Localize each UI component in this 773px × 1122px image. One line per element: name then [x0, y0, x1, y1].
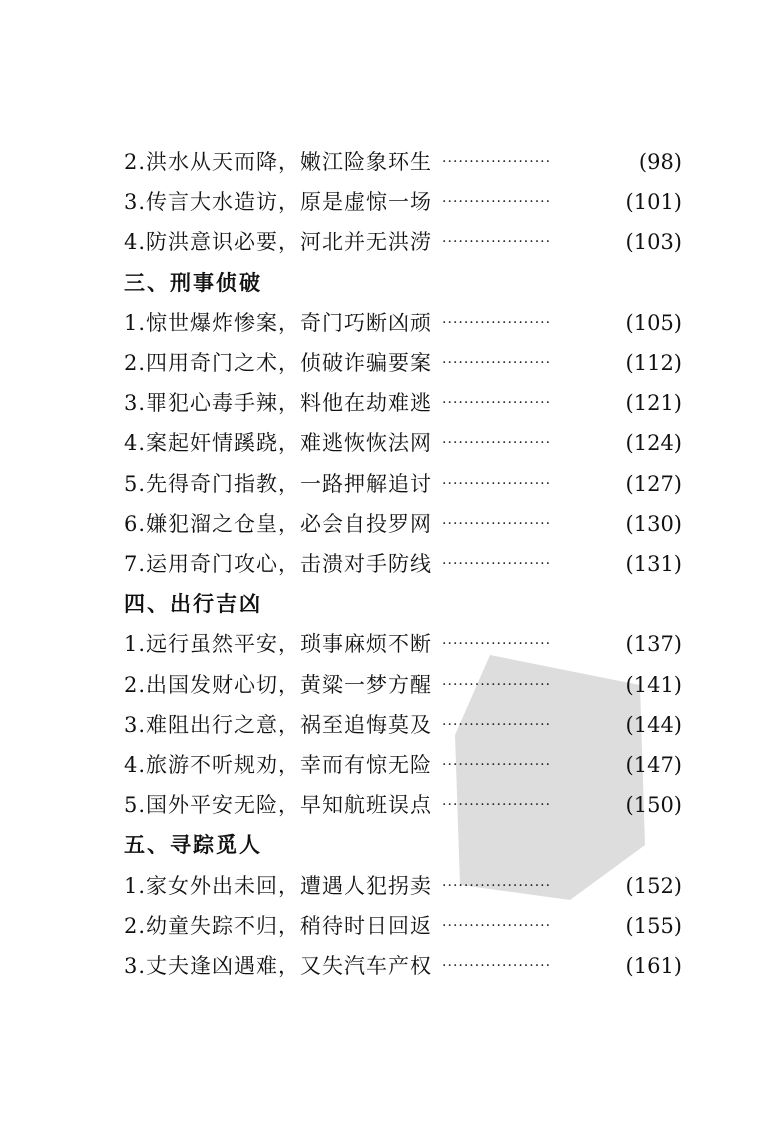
dot-leader: ····················: [442, 194, 552, 210]
toc-entry-page: (105): [625, 311, 682, 335]
toc-entry-title: 6.嫌犯溜之仓皇，必会自投罗网: [124, 512, 433, 536]
toc-entry-title: 2.四用奇门之术，侦破诈骗要案: [124, 351, 433, 375]
dot-leader: ····················: [442, 395, 552, 411]
toc-entry-page: (152): [625, 874, 682, 898]
dot-leader: ····················: [442, 636, 552, 652]
section-heading: 四、出行吉凶: [124, 592, 262, 616]
toc-entry-page: (101): [625, 190, 682, 214]
toc-entry: [124, 909, 682, 943]
toc-entry: [124, 467, 682, 501]
toc-entry-title: 5.国外平安无险，早知航班误点: [124, 793, 433, 817]
toc-entry: [124, 507, 682, 541]
toc-entry: [124, 547, 682, 581]
toc-entry-page: (103): [625, 230, 682, 254]
toc-entry-title: 1.家女外出未回，遭遇人犯拐卖: [124, 874, 433, 898]
toc-entry-page: (124): [625, 431, 682, 455]
toc-entry-page: (141): [625, 673, 682, 697]
toc-entry: [124, 306, 682, 340]
toc-entry-title: 3.传言大水造访，原是虚惊一场: [124, 190, 433, 214]
dot-leader: ····················: [442, 476, 552, 492]
toc-entry-page: (127): [625, 472, 682, 496]
dot-leader: ····················: [442, 958, 552, 974]
section-heading: 五、寻踪觅人: [124, 833, 262, 857]
toc-entry-title: 1.惊世爆炸惨案，奇门巧断凶顽: [124, 311, 433, 335]
toc-entry-page: (98): [638, 150, 682, 174]
toc-entry-title: 2.幼童失踪不归，稍待时日回返: [124, 914, 433, 938]
toc-entry-title: 4.案起奸情蹊跷，难逃恢恢法网: [124, 431, 433, 455]
toc-entry: [124, 668, 682, 702]
dot-leader: ····················: [442, 516, 552, 532]
toc-entry-title: 2.出国发财心切，黄粱一梦方醒: [124, 673, 433, 697]
dot-leader: ····················: [442, 918, 552, 934]
dot-leader: ····················: [442, 315, 552, 331]
toc-entry-title: 1.远行虽然平安，琐事麻烦不断: [124, 632, 433, 656]
dot-leader: ····················: [442, 154, 552, 170]
dot-leader: ····················: [442, 797, 552, 813]
dot-leader: ····················: [442, 556, 552, 572]
toc-entry: [124, 386, 682, 420]
dot-leader: ····················: [442, 757, 552, 773]
toc-entry: [124, 949, 682, 983]
toc-entry-page: (147): [625, 753, 682, 777]
toc-entry: [124, 708, 682, 742]
toc-entry-title: 4.旅游不听规劝，幸而有惊无险: [124, 753, 433, 777]
toc-entry-page: (144): [625, 713, 682, 737]
toc-entry-page: (150): [625, 793, 682, 817]
toc-entry-title: 7.运用奇门攻心，击溃对手防线: [124, 552, 433, 576]
toc-entry-page: (121): [625, 391, 682, 415]
toc-entry-page: (112): [625, 351, 682, 375]
dot-leader: ····················: [442, 878, 552, 894]
toc-entry: [124, 788, 682, 822]
dot-leader: ····················: [442, 355, 552, 371]
toc-entry-title: 2.洪水从天而降，嫩江险象环生: [124, 150, 433, 174]
toc-entry-page: (130): [625, 512, 682, 536]
toc-entry-title: 3.罪犯心毒手辣，料他在劫难逃: [124, 391, 433, 415]
toc-entry: [124, 748, 682, 782]
toc-entry-title: 3.丈夫逢凶遇难，又失汽车产权: [124, 954, 433, 978]
dot-leader: ····················: [442, 435, 552, 451]
dot-leader: ····················: [442, 677, 552, 693]
toc-entry-title: 3.难阻出行之意，祸至追悔莫及: [124, 713, 433, 737]
dot-leader: ····················: [442, 234, 552, 250]
section-heading: 三、刑事侦破: [124, 271, 262, 295]
toc-entry: [124, 627, 682, 661]
toc-entry: [124, 426, 682, 460]
toc-entry: [124, 225, 682, 259]
dot-leader: ····················: [442, 717, 552, 733]
toc-entry-page: (155): [625, 914, 682, 938]
toc-entry: [124, 346, 682, 380]
toc-entry-page: (137): [625, 632, 682, 656]
toc-entry-page: (131): [625, 552, 682, 576]
toc-entry-page: (161): [625, 954, 682, 978]
toc-entry: [124, 869, 682, 903]
toc-entry-title: 4.防洪意识必要，河北并无洪涝: [124, 230, 433, 254]
toc-entry-title: 5.先得奇门指教，一路押解追讨: [124, 472, 433, 496]
toc-entry: [124, 145, 682, 179]
toc-entry: [124, 185, 682, 219]
